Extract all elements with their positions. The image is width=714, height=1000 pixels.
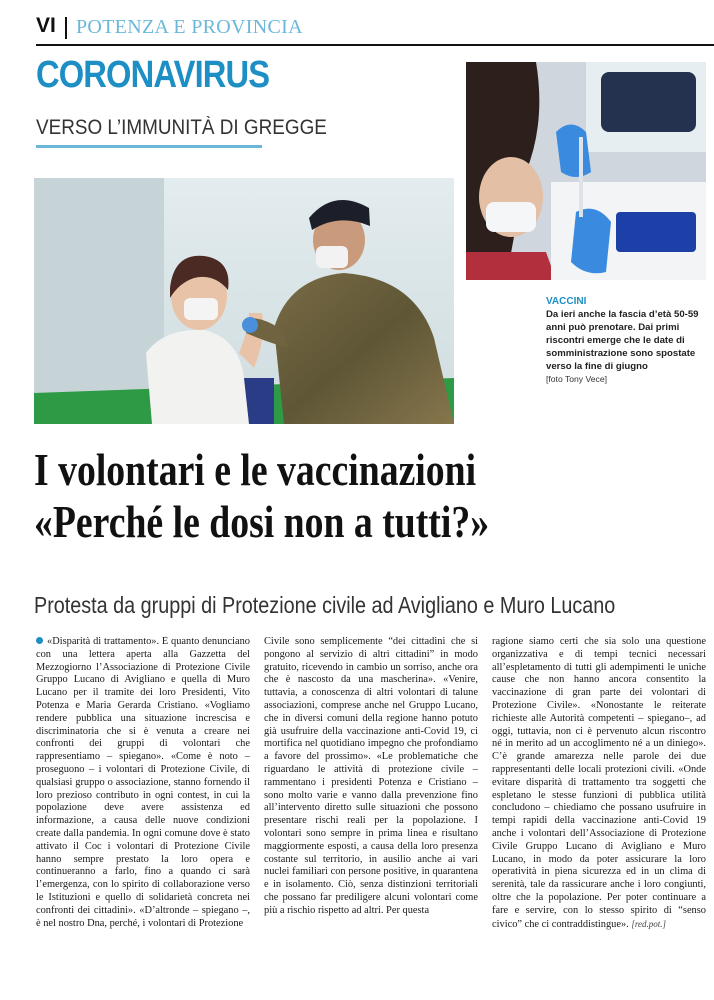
column-2-text: Civile sono semplicemente “dei cittadini che si pongono al servizio di altri cittadini” in modo gratuito, ricevendo in cambio un sorriso, anche ora che è nascosto da una mascherina». «Venire, tuttavia, a conoscenza di altri volontari di talune associazioni, comprese anche nel Gruppo Lucano, che in diversi comuni della regione hanno potuto già usufruire della vaccinazione anti-Covid 19, ci mortifica nel quotidiano impegno che profondiamo a favore del prossimo». «Le problematiche che riguardano le attività di protezione civile – rammentano i presidenti Potenza e Cristiano – sono molto varie e vanno dalla prevenzione fino all’intervento diretto sulle situazioni che possono presentare rischi reali per la popolazione. I volontari sono sempre in prima linea e risultano maggiormente esposti, a causa della loro presenza costante sul territorio, in ausilio anche ai vari nuclei familiari con persone positive, in quarantena e in isolamento. Ciò, senza distinzioni territoriali che possano far prediligere alcuni volontari come più a rischio rispetto ad altri. Per questa xyxy=(264,636,478,916)
kicker-subtitle: VERSO L’IMMUNITÀ DI GREGGE xyxy=(36,116,327,139)
headline-line-2: «Perché le dosi non a tutti?» xyxy=(34,496,490,547)
column-1-text: «Disparità di trattamento». È quanto denunciano con una lettera aperta alla Gazzetta del Mezzogiorno l’Associazione di Protezione Civile Gruppo Lucano di Avigliano e quella di Muro Lucano per il tramite dei loro Presidenti, Vito Potenza e Maria Gerarda Cristiano. «Vogliamo rendere pubblica una situazione increscisa e discriminatoria che si è venuta a creare nei confronti dei gruppi di volontari che rappresentiamo – spiegano». «Come è noto – proseguono – i volontari di Protezione Civile, di qualsiasi gruppo o associazione, stanno fornendo il loro prezioso contributo in ogni contest, in cui la popolazione deve avere assistenza ed informazione, a causa delle nuove condizioni create dalla pandemia. In ogni comune dove è stato attivato il Coc i volontari di Protezione Civile hanno sempre prestato la loro opera e continueranno a farlo, fino a quando ci sarà l’emergenza, con lo spirito di collaborazione verso le Istituzioni e quello di solidarietà concreta nei confronti dei cittadini». «D’altronde – spiegano –, è nel nostro Dna, perché, i volontari di Protezione xyxy=(36,636,250,929)
column-3 xyxy=(492,636,706,998)
page-header xyxy=(36,14,714,42)
photo-caption xyxy=(546,296,706,384)
kicker-underline xyxy=(36,145,262,148)
page-number: VI xyxy=(36,14,56,37)
glove-lower xyxy=(571,209,611,274)
main-photo-illustration xyxy=(34,178,454,424)
section-title: POTENZA E PROVINCIA xyxy=(76,16,303,38)
nurse-mask xyxy=(486,202,536,232)
side-photo xyxy=(466,62,706,280)
doorway xyxy=(34,178,164,424)
caption-text: Da ieri anche la fascia d’età 50-59 anni può prenotare. Dai primi riscontri emerge che le date di somministrazione sono spostate verso la fine di giugno xyxy=(546,309,699,372)
header-separator xyxy=(65,17,67,39)
article-body xyxy=(36,636,708,1000)
kicker-title: CORONAVIRUS xyxy=(36,54,270,96)
main-photo xyxy=(34,178,454,424)
soldier-glove xyxy=(242,317,258,333)
column-3-text: ragione siamo certi che sia solo una questione organizzativa e di tempi tecnici necessari all’espletamento di tutti gli adempimenti le uniche cause che non hanno ancora consentito la vaccinazione di gran parte dei volontari di Protezione Civile». «Nonostante le reiterate richieste alle Autorità competenti – spiegano–, ad oggi, tuttavia, non ci è pervenuto alcun riscontro né in merito ad un accoglimento né a un diniego». C’è grande amarezza nelle parole dei due rappresentanti delle locali protezioni civili. «Onde evitare disparità di trattamento tra soggetti che espletano le stesse funzioni di pubblica utilità concludono – chiediamo che possano usufruire in tempi rapidi della vaccinazione anti-Covid 19 anche i volontari dell’Associazione di Protezione Civile Gruppo Lucano di Avigliano e Muro Lucano, in modo da poter assicurare la loro operatività in piena sicurezza ed in un clima di serenità, tale da rassicurare anche i loro congiunti, oltre che la popolazione. Per poter continuare a fare e servire, con lo stesso spirito di “senso civico” che ci contraddistingue». xyxy=(492,636,706,930)
soldier-mask xyxy=(316,246,348,268)
photo-credit: [foto Tony Vece] xyxy=(546,374,607,384)
article-headline xyxy=(34,444,592,548)
header-rule xyxy=(36,44,714,46)
side-photo-illustration xyxy=(466,62,706,280)
caption-title: VACCINI xyxy=(546,296,587,307)
vial-rack xyxy=(616,212,696,252)
column-1 xyxy=(36,636,250,998)
glove-upper xyxy=(556,125,591,178)
nurse-shirt xyxy=(466,252,556,280)
column-2 xyxy=(264,636,478,998)
author-signature: [red.pot.] xyxy=(631,918,667,929)
monitor xyxy=(601,72,696,132)
article-subheadline: Protesta da gruppi di Protezione civile ad Avigliano e Muro Lucano xyxy=(34,592,616,618)
woman-mask xyxy=(184,298,218,320)
syringe xyxy=(579,137,583,217)
headline-line-1: I volontari e le vaccinazioni xyxy=(34,444,477,495)
bullet-icon xyxy=(36,637,43,644)
